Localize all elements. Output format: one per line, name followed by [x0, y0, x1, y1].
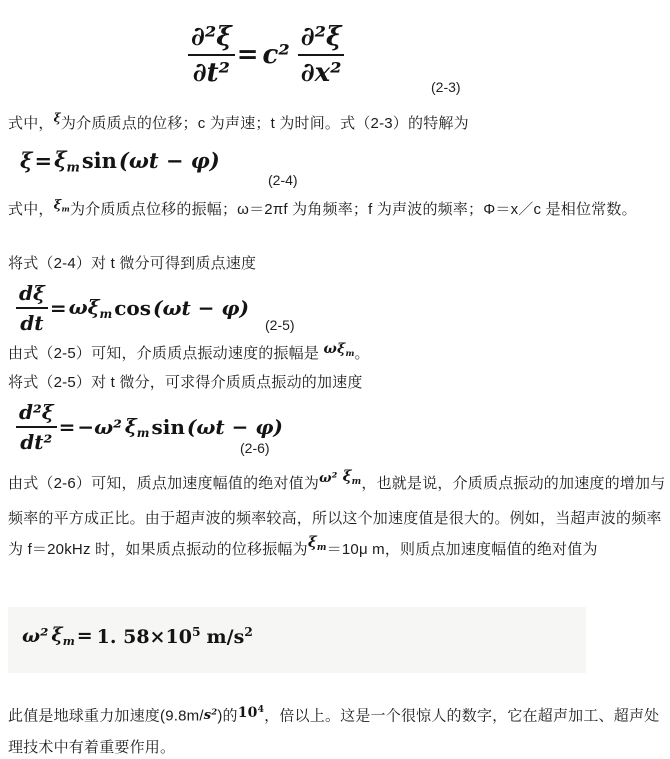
exponent: 5: [191, 624, 201, 640]
fraction-rhs: [298, 22, 345, 88]
argument: (ωt − φ): [152, 296, 249, 320]
amplitude-term: [51, 624, 74, 648]
xi-symbol: ξ: [307, 533, 317, 552]
text-run: 此值是地球重力加速度(9.8m/: [8, 707, 204, 725]
fraction-lhs: [188, 22, 235, 88]
equals-sign: =: [34, 148, 53, 174]
fraction-numerator: ∂²ξ: [191, 22, 232, 52]
paragraph-eq23-explanation: [8, 110, 664, 138]
fraction-velocity: [16, 281, 48, 335]
exponent: 2: [211, 706, 218, 716]
text-run: 式中，: [8, 201, 54, 218]
equation-label-2-4: (2-4): [268, 172, 298, 188]
amplitude-term: [125, 414, 150, 440]
text-run: 。: [354, 345, 370, 362]
inline-math-xi-m: [307, 533, 327, 554]
numeric-value: [97, 624, 201, 648]
paragraph-conclusion: [8, 698, 668, 759]
subscript-m: m: [316, 543, 327, 554]
equation-2-5: [16, 281, 249, 335]
xi-symbol: ξ: [53, 198, 62, 213]
sin-function: sin: [81, 148, 117, 174]
unit-text: m/s: [206, 625, 245, 648]
units: [207, 624, 253, 648]
equation-label-2-5: (2-5): [265, 317, 295, 333]
subscript-m: m: [62, 633, 75, 648]
s-symbol: s: [203, 707, 212, 723]
speed-coefficient: c²: [262, 40, 290, 70]
fraction-denominator: dt²: [16, 426, 57, 454]
negative-omega-squared: −ω²: [77, 415, 122, 439]
equation-2-4: [20, 147, 220, 174]
fraction-numerator: ∂²ξ: [300, 22, 342, 52]
equals-sign: =: [49, 296, 67, 320]
fraction-denominator: dt: [16, 307, 48, 335]
subscript-m: m: [345, 347, 355, 358]
equals-sign: =: [76, 624, 93, 647]
omega-xi: ωξ: [323, 341, 346, 357]
fraction-acceleration: [16, 400, 57, 454]
text-run: )的: [217, 707, 238, 725]
argument: (ωt − φ): [186, 415, 283, 439]
inline-math-omega-xi-m: [323, 341, 354, 357]
fraction-denominator: ∂x²: [298, 54, 345, 88]
text-run: ，倍以上。这是一个很惊人的数字，它在超声加工、超声处理技术中有着重要作用。: [8, 707, 660, 756]
subscript-m: m: [136, 426, 150, 441]
xi-symbol: ξ: [54, 147, 67, 172]
text-run: 为介质质点位移的振幅；ω＝2πf 为角频率；f 为声波的频率；Φ＝x／c 是相位常数。: [69, 201, 637, 218]
omega-squared: ω²: [22, 624, 49, 647]
subscript-m: m: [351, 477, 362, 488]
text-run: 由式（2-6）可知，质点加速度幅值的绝对值为: [8, 475, 320, 492]
inline-math-xi-m: [342, 467, 362, 488]
subscript-m: m: [66, 159, 80, 175]
paragraph-velocity-amplitude: [8, 340, 666, 372]
paragraph-differentiate-twice: 将式（2-5）对 t 微分，可求得介质质点振动的加速度: [8, 374, 363, 391]
equation-acceleration-value: [22, 624, 255, 648]
text-run: 由式（2-5）可知，介质质点振动速度的振幅是: [8, 345, 324, 362]
text-run: ，也就是说，介质质点振动的加速度的增加与频率的平方成正比。由于超声波的频率较高，所以这个加速度值是很大的。例如，当超声波的频率为 f＝20kHz 时，如果质点振动的位移振幅为: [8, 475, 666, 559]
equation-label-2-3: (2-3): [431, 79, 461, 95]
paragraph-differentiate-once: 将式（2-4）对 t 微分可得到质点速度: [8, 255, 257, 272]
paragraph-eq24-explanation: [8, 196, 666, 229]
xi-symbol: ξ: [124, 413, 137, 438]
unit-exponent: 2: [244, 624, 253, 640]
inline-math-xi-m: [54, 198, 70, 213]
text-run: 式中，: [8, 115, 54, 132]
fraction-denominator: ∂t²: [188, 54, 235, 88]
subscript-m: m: [99, 307, 113, 322]
fraction-numerator: d²ξ: [19, 400, 54, 424]
text-run: ＝10μ m，则质点加速度幅值的绝对值为: [326, 541, 598, 559]
argument: (ωt − φ): [118, 148, 220, 174]
cos-function: cos: [114, 296, 151, 320]
amplitude-term: [69, 295, 113, 321]
base-ten: 10: [237, 704, 258, 721]
equals-sign: =: [236, 40, 259, 70]
xi-symbol: ξ: [20, 148, 33, 174]
equals-sign: =: [58, 415, 76, 439]
inline-math-omega-squared: ω²: [319, 471, 338, 486]
fraction-numerator: dξ: [19, 281, 45, 305]
text-run: 为介质质点的位移；c 为声速；t 为时间。式（2-3）的特解为: [60, 115, 469, 132]
equation-label-2-6: (2-6): [240, 440, 270, 456]
mantissa: 1. 58×10: [96, 625, 192, 648]
inline-math-xi: ξ: [53, 111, 61, 125]
amplitude-symbol: [54, 147, 80, 174]
equation-2-3: [188, 22, 344, 88]
xi-symbol: ξ: [51, 624, 63, 646]
inline-math-s-squared: [204, 708, 218, 723]
exponent: 4: [257, 703, 265, 715]
paragraph-acceleration-example: [8, 468, 668, 570]
sin-function: sin: [151, 415, 185, 439]
omega-xi: ωξ: [68, 294, 100, 319]
xi-symbol: ξ: [342, 467, 352, 485]
subscript-m: m: [61, 204, 70, 214]
inline-math-ten-to-fourth: [238, 705, 264, 721]
